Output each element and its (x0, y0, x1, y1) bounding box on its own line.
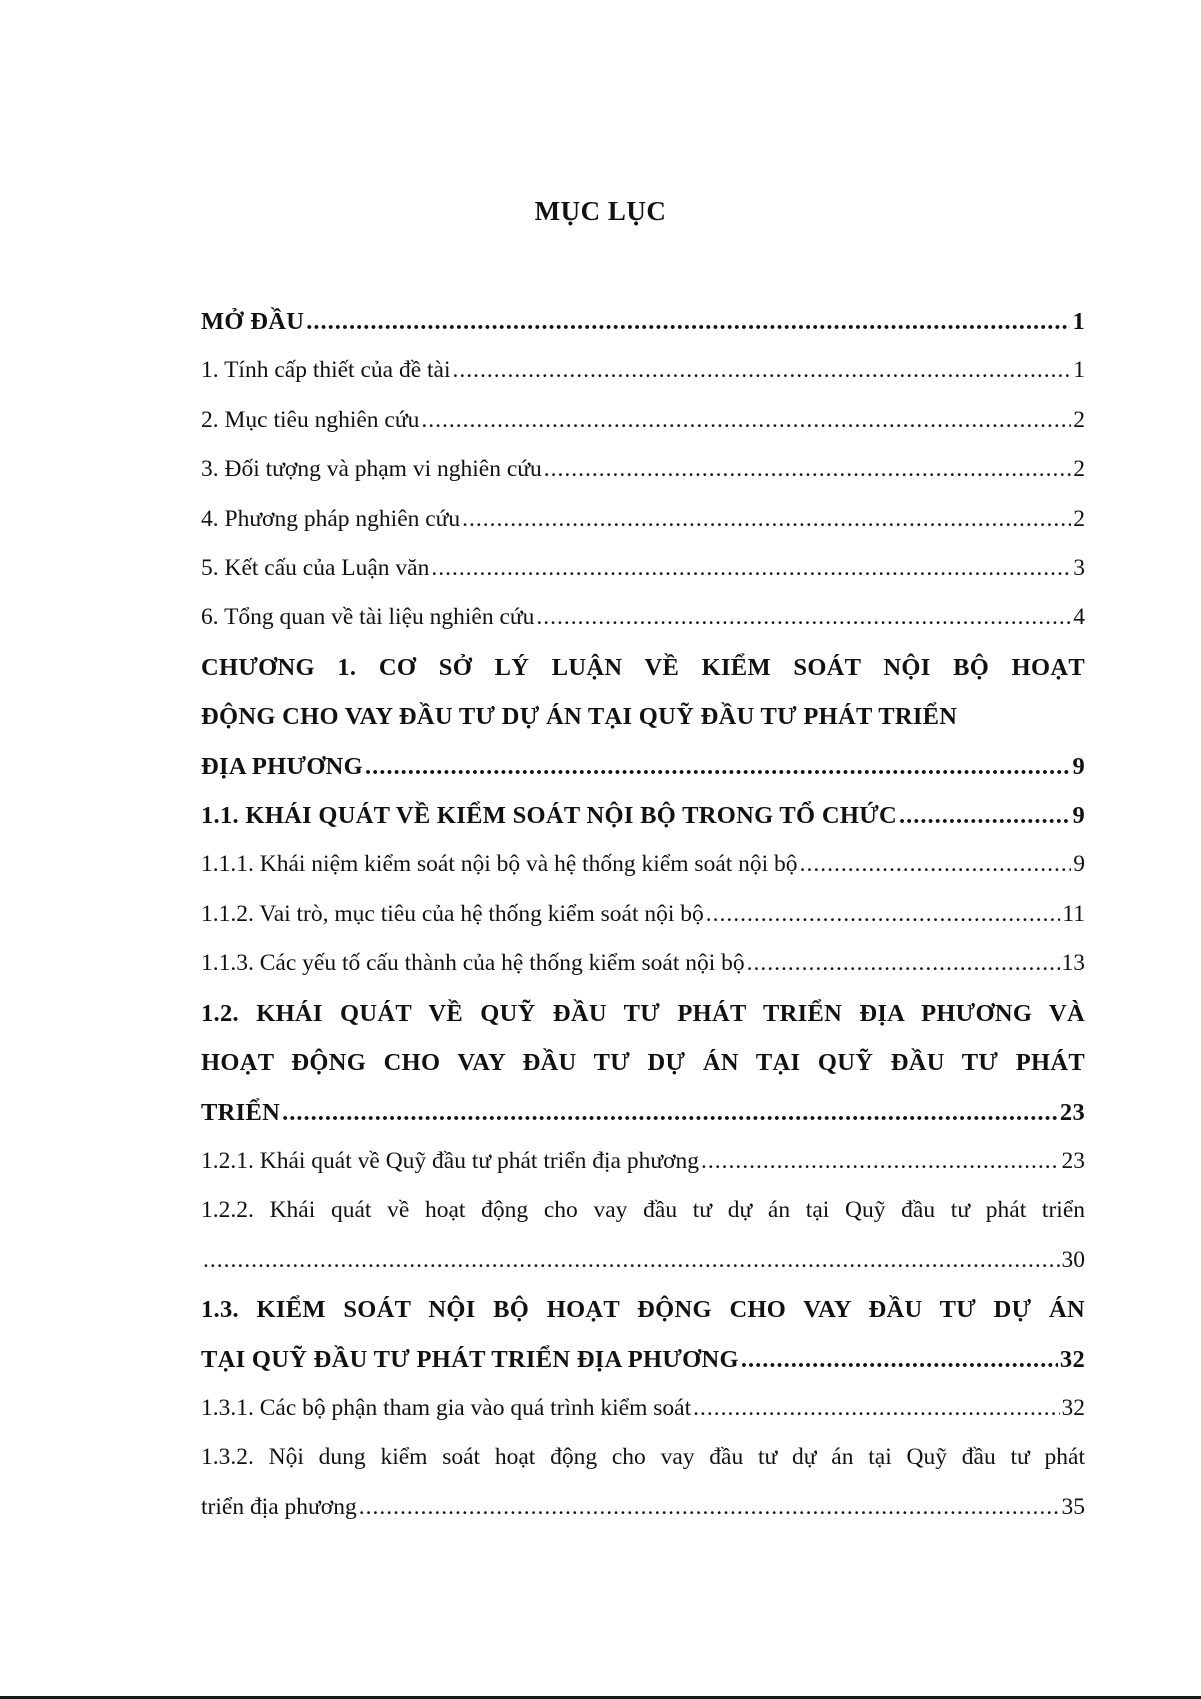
toc-entry-last-line (201, 1483, 1085, 1532)
toc-page-number: 23 (1061, 1147, 1085, 1174)
dot-leader (701, 1137, 1059, 1186)
toc-page-number: 3 (1073, 555, 1085, 582)
table-of-contents (201, 297, 1085, 1532)
toc-page-number: 2 (1073, 456, 1085, 483)
toc-page-number: 1 (1073, 357, 1085, 384)
toc-entry-text: 5. Kết cấu của Luận văn (201, 555, 430, 582)
toc-page-number: 30 (1061, 1246, 1085, 1273)
dot-leader (800, 840, 1072, 889)
toc-page-number: 9 (1072, 802, 1085, 830)
toc-entry-text: 2. Mục tiêu nghiên cứu (201, 406, 420, 433)
toc-entry-text: 1.1.1. Khái niệm kiểm soát nội bộ và hệ thống kiểm soát nội bộ (201, 851, 798, 878)
toc-entry-text: TẠI QUỸ ĐẦU TƯ PHÁT TRIỂN ĐỊA PHƯƠNG (201, 1345, 739, 1373)
toc-page-number: 11 (1062, 900, 1085, 927)
page-title: MỤC LỤC (534, 196, 667, 226)
toc-page-number: 32 (1061, 1394, 1085, 1421)
toc-entry-text: 4. Phương pháp nghiên cứu (201, 505, 461, 532)
toc-entry-text: 6. Tổng quan về tài liệu nghiên cứu (201, 604, 535, 631)
toc-entry-chuong-1[interactable] (201, 643, 1085, 791)
dot-leader (203, 1236, 1060, 1285)
toc-entry-text: 1.2.1. Khái quát về Quỹ đầu tư phát triển địa phương (201, 1147, 700, 1174)
toc-page-number: 35 (1061, 1493, 1085, 1520)
toc-entry-1-3[interactable] (201, 1285, 1085, 1384)
toc-entry-line: 1.3. KIỂM SOÁT NỘI BỘ HOẠT ĐỘNG CHO VAY ĐẦU TƯ DỰ ÁN (201, 1296, 1085, 1324)
toc-entry-line: CHƯƠNG 1. CƠ SỞ LÝ LUẬN VỀ KIỂM SOÁT NỘI BỘ HOẠT (201, 653, 1085, 681)
dot-leader (544, 445, 1072, 494)
toc-entry-4[interactable] (201, 495, 1085, 544)
toc-entry-2[interactable] (201, 396, 1085, 445)
toc-page-number: 23 (1059, 1098, 1085, 1126)
toc-entry-text: 3. Đối tượng và phạm vi nghiên cứu (201, 456, 542, 483)
dot-leader (706, 890, 1061, 939)
toc-entry-line: 1.2. KHÁI QUÁT VỀ QUỸ ĐẦU TƯ PHÁT TRIỂN ĐỊA PHƯƠNG VÀ (201, 999, 1085, 1027)
toc-entry-line: ĐỘNG CHO VAY ĐẦU TƯ DỰ ÁN TẠI QUỸ ĐẦU TƯ PHÁT TRIỂN (201, 703, 958, 731)
toc-entry-text: MỞ ĐẦU (201, 308, 305, 335)
dot-leader (421, 396, 1071, 445)
toc-page-number: 4 (1073, 604, 1085, 631)
dot-leader (306, 297, 1070, 346)
dot-leader (431, 544, 1071, 593)
toc-entry-1-1-1[interactable] (201, 840, 1085, 889)
dot-leader (462, 495, 1071, 544)
toc-page-number: 32 (1059, 1345, 1085, 1373)
toc-entry-1-1-2[interactable] (201, 890, 1085, 939)
dot-leader (899, 791, 1070, 840)
toc-entry-1-3-2[interactable] (201, 1433, 1085, 1532)
dot-leader (365, 742, 1070, 791)
toc-entry-text: 1.1.3. Các yếu tố cấu thành của hệ thống kiểm soát nội bộ (201, 950, 745, 977)
toc-entry-text: 1.1. KHÁI QUÁT VỀ KIỂM SOÁT NỘI BỘ TRONG TỔ CHỨC (201, 802, 897, 830)
toc-entry-text: ĐỊA PHƯƠNG (201, 752, 364, 780)
dot-leader (693, 1384, 1059, 1433)
toc-page-number: 9 (1073, 851, 1085, 878)
toc-entry-line: 1.2.2. Khái quát về hoạt động cho vay đầu tư dự án tại Quỹ đầu tư phát triển (201, 1197, 1085, 1224)
toc-page-number: 2 (1073, 406, 1085, 433)
toc-entry-5[interactable] (201, 544, 1085, 593)
toc-entry-last-line (201, 1236, 1085, 1285)
toc-entry-text: triển địa phương (201, 1493, 357, 1520)
dot-leader (536, 593, 1071, 642)
dot-leader (282, 1088, 1058, 1137)
toc-entry-1-2-2[interactable] (201, 1186, 1085, 1285)
toc-page-number: 2 (1073, 505, 1085, 532)
toc-entry-1-2[interactable] (201, 989, 1085, 1137)
toc-entry-text: 1.3.1. Các bộ phận tham gia vào quá trình kiểm soát (201, 1394, 692, 1421)
toc-entry-text: 1.1.2. Vai trò, mục tiêu của hệ thống kiểm soát nội bộ (201, 900, 704, 927)
toc-entry-last-line (201, 1335, 1085, 1384)
toc-page-number: 13 (1061, 950, 1085, 977)
toc-entry-1-1[interactable] (201, 791, 1085, 840)
toc-page-number: 1 (1072, 308, 1085, 335)
toc-entry-last-line (201, 742, 1085, 791)
toc-entry-mo-dau[interactable] (201, 297, 1085, 346)
toc-entry-1-3-1[interactable] (201, 1384, 1085, 1433)
dot-leader (741, 1335, 1058, 1384)
toc-entry-1-2-1[interactable] (201, 1137, 1085, 1186)
toc-entry-text: TRIỂN (201, 1098, 281, 1126)
toc-entry-1[interactable] (201, 346, 1085, 395)
toc-entry-3[interactable] (201, 445, 1085, 494)
toc-entry-line: 1.3.2. Nội dung kiểm soát hoạt động cho vay đầu tư dự án tại Quỹ đầu tư phát (201, 1444, 1085, 1471)
dot-leader (453, 346, 1072, 395)
dot-leader (747, 939, 1060, 988)
toc-entry-1-1-3[interactable] (201, 939, 1085, 988)
toc-entry-line: HOẠT ĐỘNG CHO VAY ĐẦU TƯ DỰ ÁN TẠI QUỸ ĐẦU TƯ PHÁT (201, 1049, 1085, 1077)
toc-entry-text: 1. Tính cấp thiết của đề tài (201, 357, 451, 384)
dot-leader (359, 1483, 1060, 1532)
toc-page-number: 9 (1072, 752, 1085, 780)
toc-entry-last-line (201, 1088, 1085, 1137)
toc-entry-6[interactable] (201, 593, 1085, 642)
